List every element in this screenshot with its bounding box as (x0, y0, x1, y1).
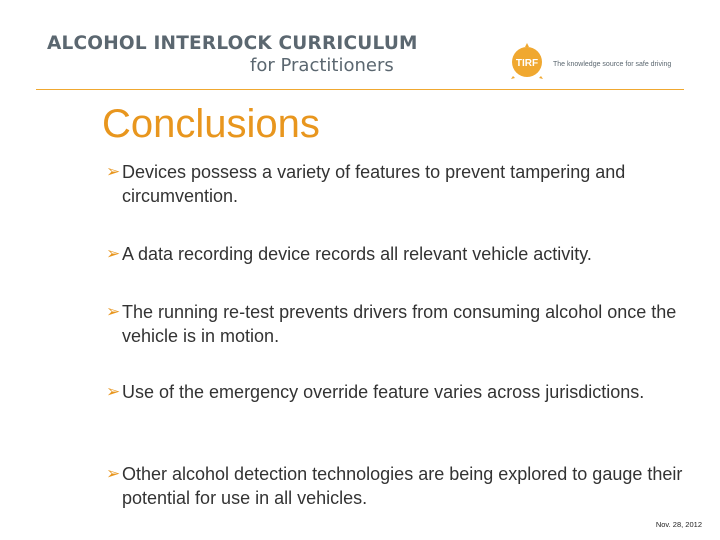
header-title: ALCOHOL INTERLOCK CURRICULUM (47, 33, 418, 54)
bullet-text: Use of the emergency override feature varies across jurisdictions. (122, 382, 645, 402)
header-subtitle: for Practitioners (250, 55, 394, 76)
bullet-text: Devices possess a variety of features to prevent tampering and circumvention. (122, 162, 626, 206)
arrow-right-icon: ➢ (106, 302, 121, 322)
bullet-item (106, 242, 706, 266)
arrow-right-icon: ➢ (106, 382, 121, 402)
bullet-item (106, 160, 706, 208)
footer-date: Nov. 28, 2012 (655, 520, 702, 529)
header-divider (36, 89, 684, 90)
bullet-item (106, 462, 706, 510)
bullet-item (106, 300, 706, 348)
slide-title: Conclusions (102, 102, 320, 146)
bullet-item (106, 380, 706, 404)
bullet-text: The running re-test prevents drivers from consuming alcohol once the vehicle is in motion. (122, 302, 677, 346)
logo-text: TIRF (515, 58, 539, 69)
tirf-logo (505, 40, 549, 84)
arrow-right-icon: ➢ (106, 162, 121, 182)
bullet-text: A data recording device records all relevant vehicle activity. (122, 244, 592, 264)
arrow-right-icon: ➢ (106, 244, 121, 264)
bullet-text: Other alcohol detection technologies are being explored to gauge their potential for use in all vehicles. (122, 464, 683, 508)
arrow-right-icon: ➢ (106, 464, 121, 484)
tagline: The knowledge source for safe driving (553, 61, 672, 68)
